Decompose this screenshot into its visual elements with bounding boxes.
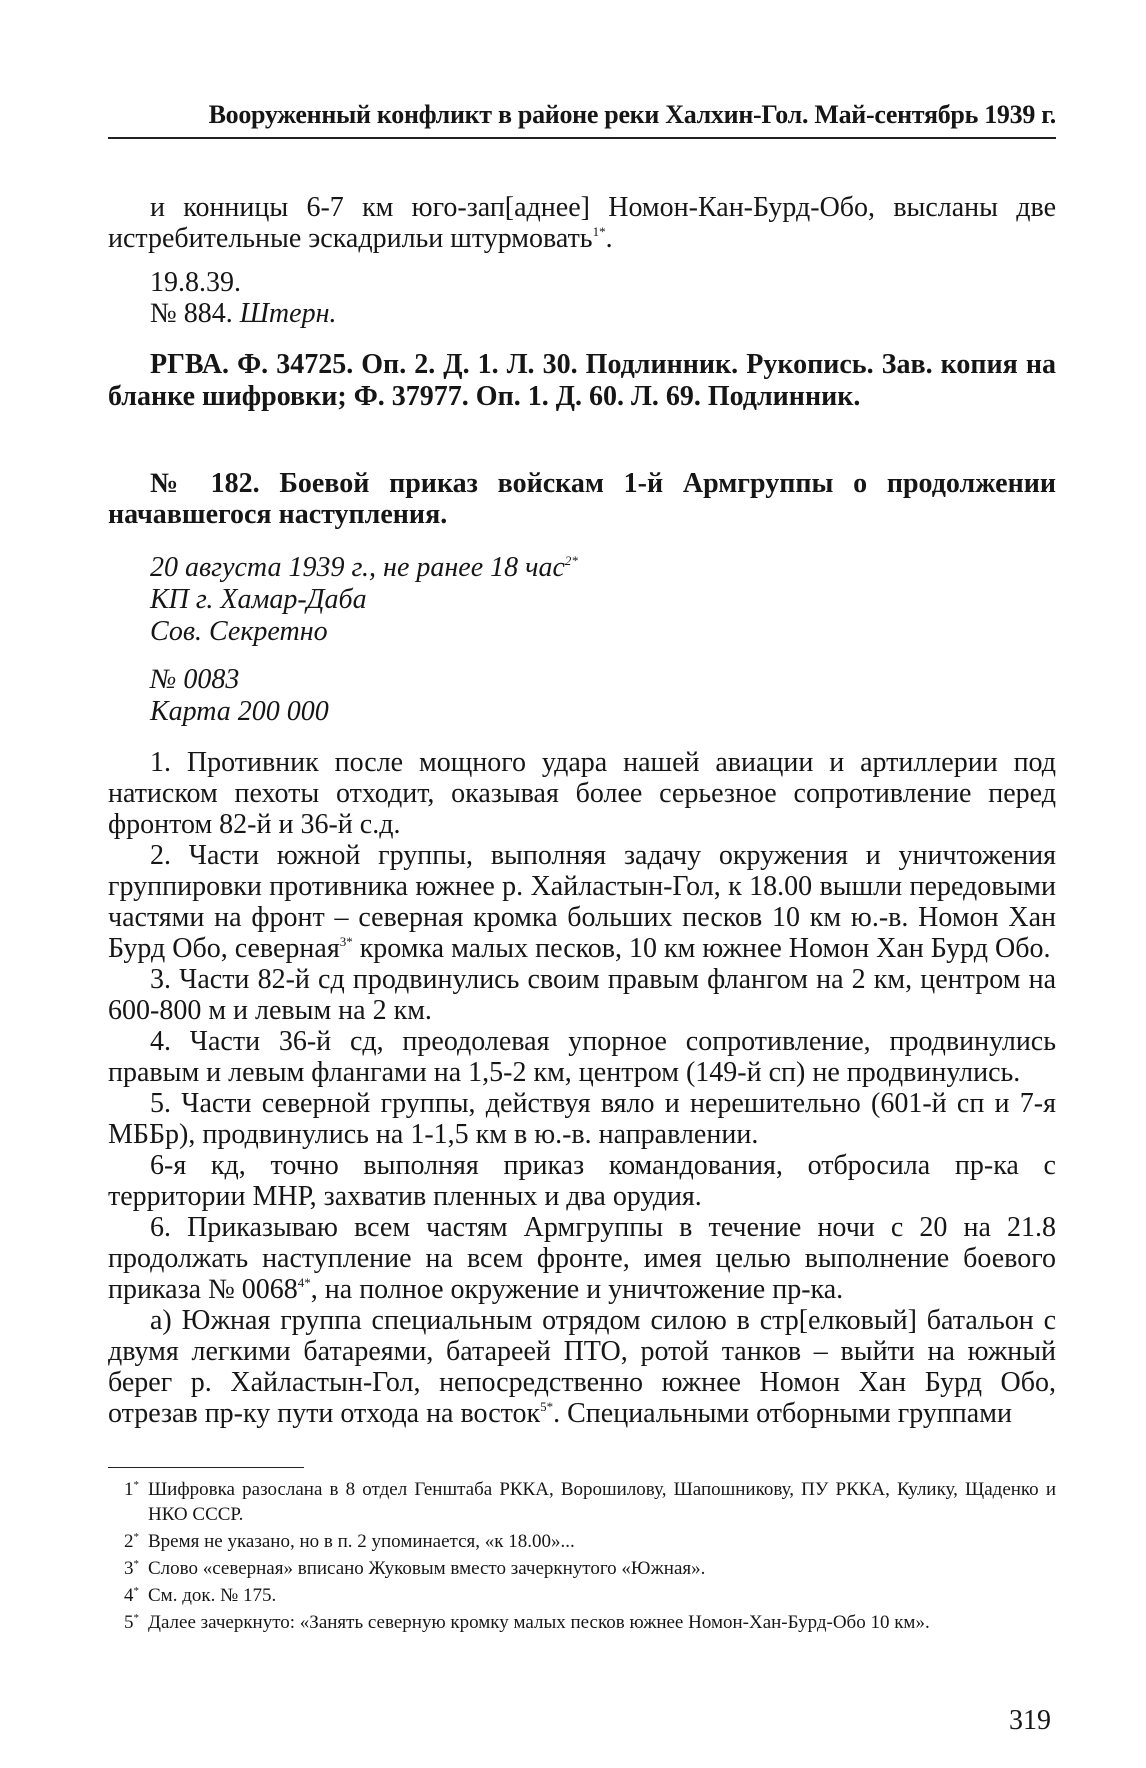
paragraph-6a-tail: . Специальными отборными группами: [553, 1398, 1012, 1429]
header-rule: [108, 137, 1056, 139]
footnote: [108, 1556, 1056, 1581]
footnote-mark: 4*: [124, 1585, 139, 1606]
paragraph-6: [108, 1212, 1056, 1305]
footnote-ref-1: 1*: [592, 224, 606, 239]
footnote-ref-3: 3*: [339, 934, 353, 949]
previous-doc-signature-line: [108, 298, 1056, 329]
footnote-rule: [108, 1467, 304, 1468]
footnote-text: Шифровка разослана в 8 отдел Генштаба РККА, Ворошилову, Шапошникову, ПУ РККА, Кулику, Щаденко и НКО СССР.: [148, 1479, 1056, 1525]
paragraph-6a: [108, 1305, 1056, 1429]
document-page: [108, 0, 1056, 1768]
document-place: КП г. Хамар-Даба: [150, 584, 367, 615]
paragraph-2-tail: кромка малых песков, 10 км южнее Номон Хан Бурд Обо.: [352, 933, 1051, 964]
footnote-ref-5: 5*: [540, 1399, 554, 1414]
continuation-text: и конницы 6-7 км юго-зап[аднее] Номон-Кан-Бурд-Обо, высланы две истребительные эскадрильи штурмовать: [108, 192, 1056, 254]
continuation-paragraph: [108, 192, 1056, 254]
footnote-mark: 5*: [124, 1612, 139, 1633]
footnotes: [108, 1477, 1056, 1637]
paragraph-5: 5. Части северной группы, действуя вяло и нерешительно (601-й сп и 7-я МББр), продвинулись на 1-1,5 км в ю.-в. направлении.: [108, 1088, 1056, 1150]
paragraph-1: 1. Противник после мощного удара нашей авиации и артиллерии под натиском пехоты отходит, оказывая более серьезное сопротивление перед фронтом 82-й и 36-й с.д.: [108, 747, 1056, 840]
running-header: Вооруженный конфликт в районе реки Халхин-Гол. Май-сентябрь 1939 г.: [208, 100, 1056, 129]
page-number: 319: [1009, 1705, 1051, 1736]
footnote-ref-4: 4*: [297, 1275, 311, 1290]
footnote-text: См. док. № 175.: [148, 1585, 277, 1606]
footnote-mark: 3*: [124, 1558, 139, 1579]
document-title: № 182. Боевой приказ войскам 1-й Армгруппы о продолжении начавшегося наступления.: [108, 468, 1056, 530]
footnote-text: Время не указано, но в п. 2 упоминается, «к 18.00»...: [148, 1531, 575, 1552]
paragraph-3: 3. Части 82-й сд продвинулись своим правым флангом на 2 км, центром на 600-800 м и левым на 2 км.: [108, 964, 1056, 1026]
paragraph-6-text: 6. Приказываю всем частям Армгруппы в течение ночи с 20 на 21.8 продолжать наступление на всем фронте, имея целью выполнение боевого приказа № 0068: [108, 1212, 1056, 1305]
footnote: [108, 1477, 1056, 1527]
paragraph-5b: 6-я кд, точно выполняя приказ командования, отбросила пр-ка с территории МНР, захватив пленных и два орудия.: [108, 1150, 1056, 1212]
archive-source: РГВА. Ф. 34725. Оп. 2. Д. 1. Л. 30. Подлинник. Рукопись. Зав. копия на бланке шифровки; Ф. 37977. Оп. 1. Д. 60. Л. 69. Подлинник.: [108, 349, 1056, 412]
footnote-mark: 1*: [124, 1479, 139, 1500]
footnote: [108, 1529, 1056, 1554]
paragraph-4: 4. Части 36-й сд, преодолевая упорное сопротивление, продвинулись правым и левым флангами на 1,5-2 км, центром (149-й сп) не продвинулись.: [108, 1026, 1056, 1088]
document-date: [108, 552, 1056, 584]
paragraph-6-tail: , на полное окружение и уничтожение пр-ка.: [310, 1274, 844, 1305]
previous-doc-date: 19.8.39.: [150, 267, 241, 298]
continuation-tail: .: [605, 223, 613, 254]
footnote: [108, 1610, 1056, 1635]
footnote-ref-2: 2*: [564, 553, 578, 568]
paragraph-6a-text: а) Южная группа специальным отрядом силою в стр[елковый] батальон с двумя легкими батареями, батареей ПТО, ротой танков – выйти на южный берег р. Хайластын-Гол, непосредственно южнее Номон Хан Бурд Обо, отрезав пр-ку пути отхода на восток: [108, 1305, 1056, 1429]
footnote-text: Слово «северная» вписано Жуковым вместо зачеркнутого «Южная».: [148, 1558, 706, 1579]
footnote-mark: 2*: [124, 1531, 139, 1552]
paragraph-2: [108, 840, 1056, 964]
document-date-text: 20 августа 1939 г., не ранее 18 час: [150, 552, 565, 583]
previous-doc-number: № 884.: [150, 298, 233, 329]
footnote: [108, 1583, 1056, 1608]
map-scale: Карта 200 000: [150, 696, 329, 727]
document-classification: Сов. Секретно: [150, 616, 328, 647]
page-body: [108, 192, 1056, 1429]
footnote-text: Далее зачеркнуто: «Занять северную кромку малых песков южнее Номон-Хан-Бурд-Обо 10 км».: [148, 1612, 930, 1633]
order-number: № 0083: [150, 664, 240, 695]
paragraph-2-text: 2. Части южной группы, выполняя задачу окружения и уничтожения группировки противника южнее р. Хайластын-Гол, к 18.00 вышли передовыми частями на фронт – северная кромка больших песков 10 км ю.-в. Номон Хан Бурд Обо, северная: [108, 840, 1056, 964]
previous-doc-signature: Штерн.: [239, 298, 337, 329]
